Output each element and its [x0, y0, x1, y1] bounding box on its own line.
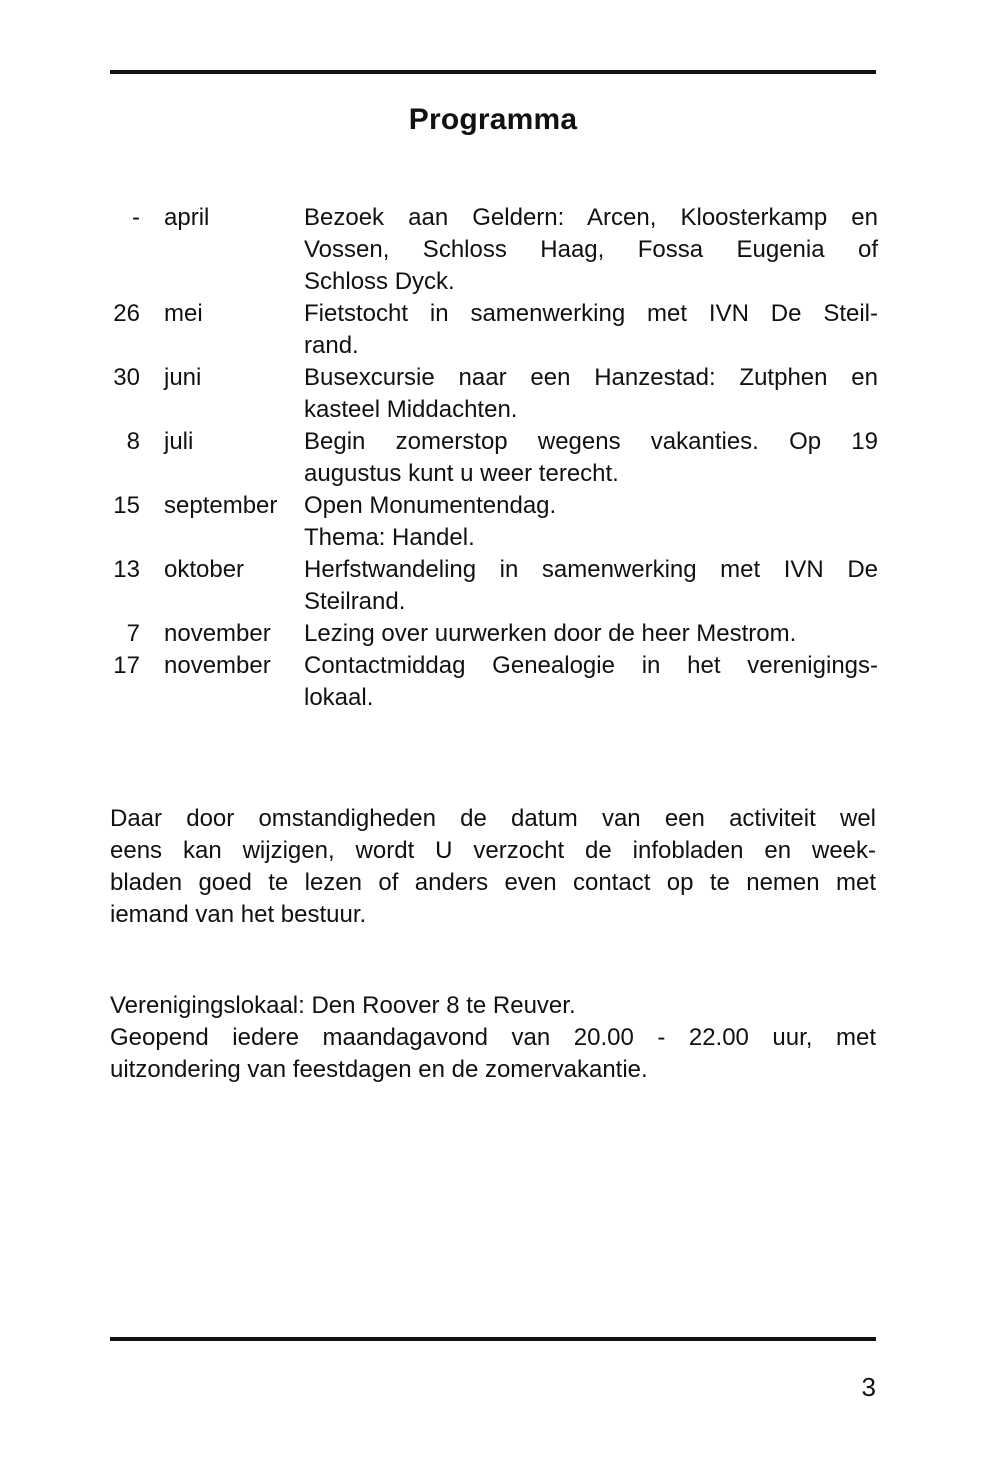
program-entry [100, 650, 878, 714]
venue-line: uitzondering van feestdagen en de zomervakantie. [110, 1056, 648, 1083]
entry-day: - [132, 204, 140, 231]
notice-line: Daar door omstandigheden de datum van een activiteit wel [110, 805, 876, 832]
entry-month: oktober [164, 556, 245, 583]
program-entry [100, 202, 878, 298]
entry-description [304, 650, 878, 714]
entry-description [304, 618, 878, 650]
entry-description [304, 202, 878, 298]
venue-line: Verenigingslokaal: Den Roover 8 te Reuver. [110, 992, 576, 1019]
description-line: Busexcursie naar een Hanzestad: Zutphen en [304, 364, 878, 391]
description-line: lokaal. [304, 684, 374, 711]
program-list [100, 202, 878, 714]
description-line: Bezoek aan Geldern: Arcen, Kloosterkamp en [304, 204, 878, 231]
description-line: augustus kunt u weer terecht. [304, 460, 619, 487]
entry-day: 17 [113, 652, 140, 679]
description-line: Lezing over uurwerken door de heer Mestrom. [304, 620, 797, 647]
program-entry [100, 426, 878, 490]
venue-paragraph [110, 990, 876, 1086]
notice-paragraph [110, 803, 876, 931]
description-line: Schloss Dyck. [304, 268, 455, 295]
entry-day: 26 [113, 300, 140, 327]
entry-description [304, 554, 878, 618]
entry-month: november [164, 652, 271, 679]
description-line: Contactmiddag Genealogie in het verenigings- [304, 652, 878, 679]
venue-line: Geopend iedere maandagavond van 20.00 - 22.00 uur, met [110, 1024, 876, 1051]
entry-description [304, 426, 878, 490]
entry-month: september [164, 492, 278, 519]
entry-description [304, 298, 878, 362]
description-line: Herfstwandeling in samenwerking met IVN De [304, 556, 878, 583]
notice-line: iemand van het bestuur. [110, 901, 367, 928]
entry-description [304, 490, 878, 554]
entry-day: 30 [113, 364, 140, 391]
entry-description [304, 362, 878, 426]
description-line: Thema: Handel. [304, 524, 475, 551]
entry-month: april [164, 204, 210, 231]
bottom-rule [110, 1337, 876, 1341]
entry-month: juni [164, 364, 202, 391]
entry-month: juli [164, 428, 194, 455]
description-line: Open Monumentendag. [304, 492, 557, 519]
entry-month: november [164, 620, 271, 647]
description-line: Steilrand. [304, 588, 406, 615]
entry-day: 15 [113, 492, 140, 519]
program-entry [100, 554, 878, 618]
program-entry [100, 362, 878, 426]
description-line: rand. [304, 332, 359, 359]
page-number: 3 [861, 1372, 876, 1402]
program-entry [100, 490, 878, 554]
entry-day: 13 [113, 556, 140, 583]
entry-day: 7 [126, 620, 140, 647]
entry-month: mei [164, 300, 203, 327]
program-entry [100, 618, 878, 650]
notice-line: bladen goed te lezen of anders even contact op te nemen met [110, 869, 876, 896]
program-entry [100, 298, 878, 362]
notice-line: eens kan wijzigen, wordt U verzocht de infobladen en week- [110, 837, 876, 864]
description-line: Vossen, Schloss Haag, Fossa Eugenia of [304, 236, 878, 263]
entry-day: 8 [126, 428, 140, 455]
description-line: Begin zomerstop wegens vakanties. Op 19 [304, 428, 878, 455]
page-title: Programma [408, 103, 578, 136]
description-line: kasteel Middachten. [304, 396, 518, 423]
description-line: Fietstocht in samenwerking met IVN De Steil- [304, 300, 878, 327]
top-rule [110, 70, 876, 74]
